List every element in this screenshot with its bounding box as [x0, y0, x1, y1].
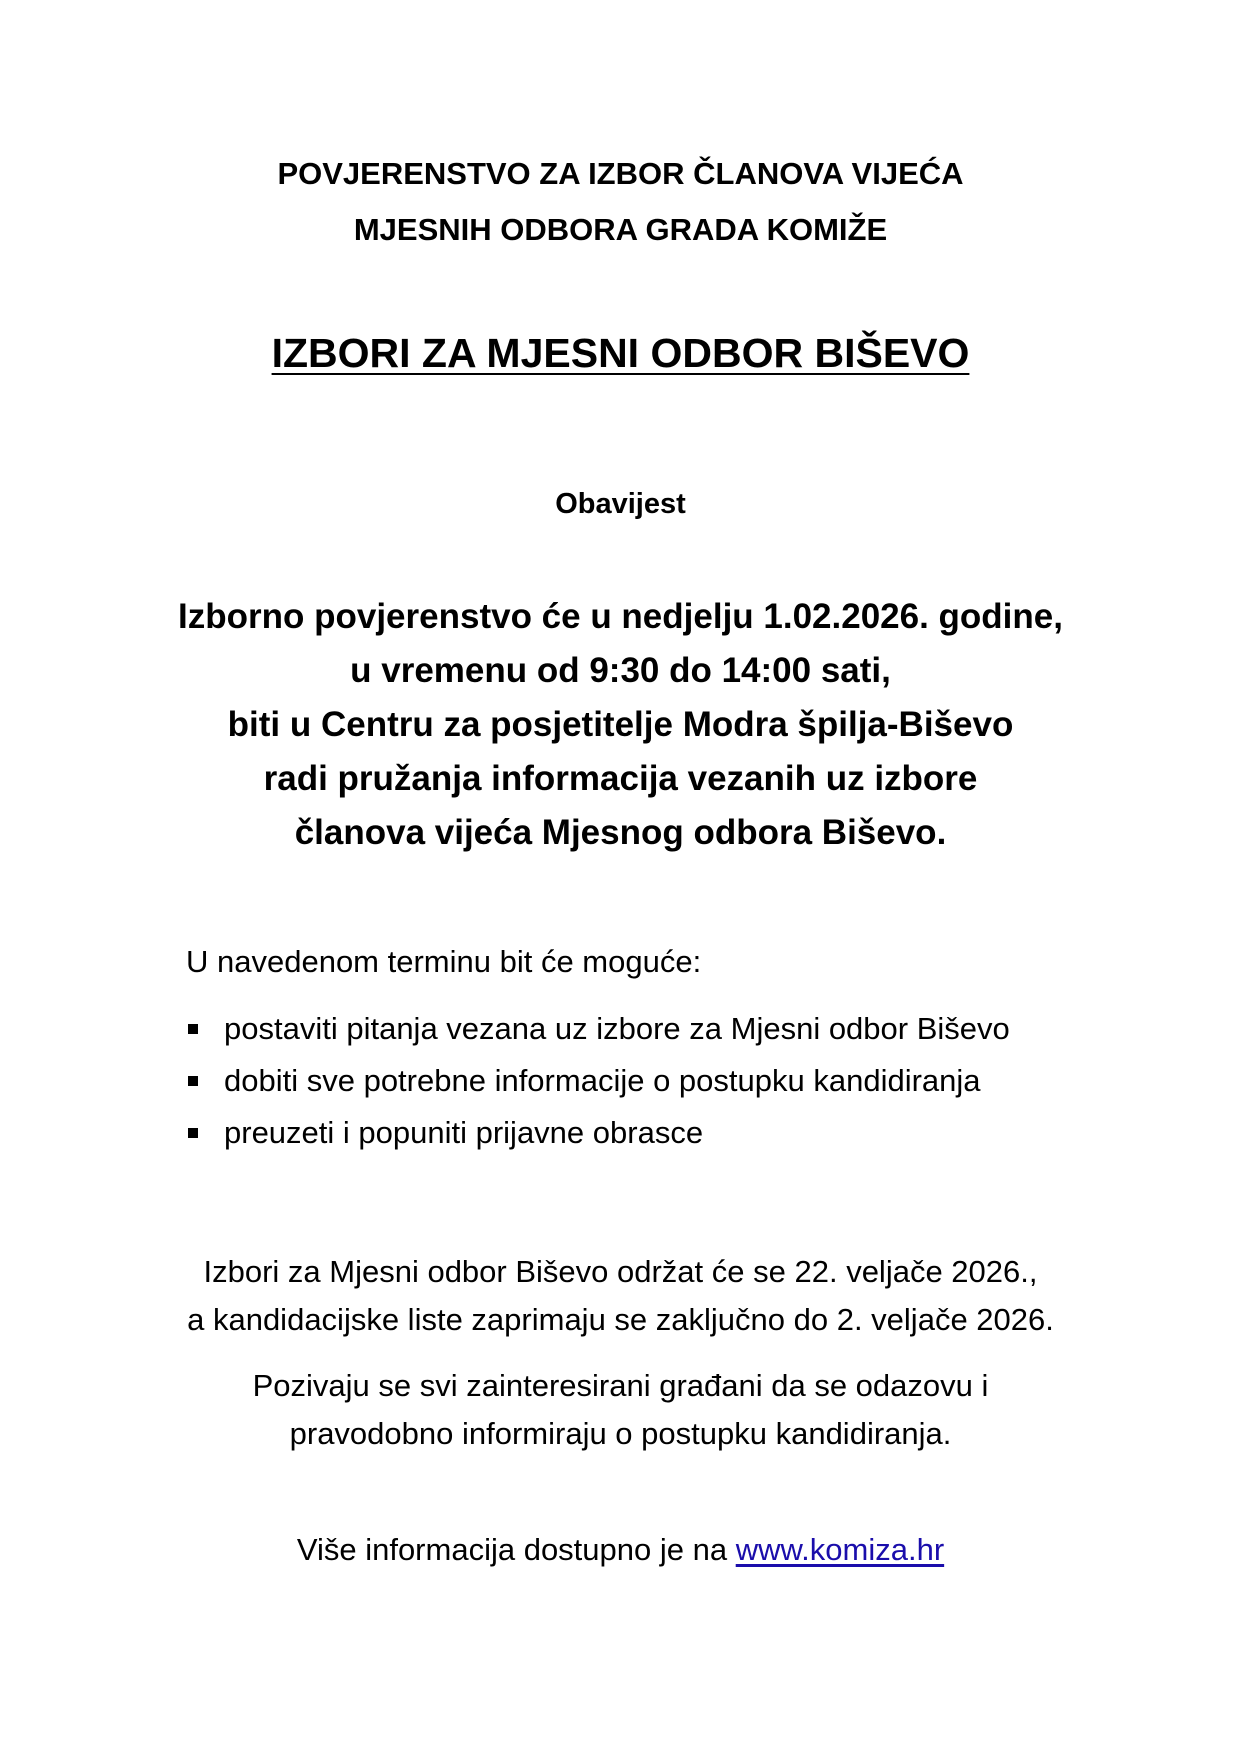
more-info-text: Više informacija dostupno je na [296, 1532, 736, 1567]
elections-line-1: Izbori za Mjesni odbor Biševo održat će se 22. veljače 2026., [203, 1254, 1038, 1289]
more-info-line [0, 1526, 1241, 1574]
more-info-block [0, 1526, 1241, 1574]
header-line-2: MJESNIH ODBORA GRADA KOMIŽE [353, 212, 888, 247]
list-item [186, 1107, 1010, 1159]
invitation-line-2: pravodobno informiraju o postupku kandidiranja. [289, 1416, 952, 1451]
announcement-line-2: u vremenu od 9:30 do 14:00 sati, [350, 651, 891, 690]
announcement-line-4: radi pružanja informacija vezanih uz izbore [263, 759, 978, 798]
elections-line-2: a kandidacijske liste zaprimaju se zaključno do 2. veljače 2026. [187, 1302, 1054, 1337]
page-title: IZBORI ZA MJESNI ODBOR BIŠEVO [271, 330, 970, 376]
website-link[interactable]: www.komiza.hr [735, 1532, 945, 1567]
header-line-1: POVJERENSTVO ZA IZBOR ČLANOVA VIJEĆA [277, 156, 964, 191]
square-bullet-icon [188, 1128, 198, 1138]
announcement-line-3: biti u Centru za posjetitelje Modra špilja-Biševo [227, 705, 1014, 744]
announcement-block [0, 590, 1241, 860]
bullet-text: preuzeti i popuniti prijavne obrasce [224, 1115, 704, 1150]
invitation-line-1: Pozivaju se svi zainteresirani građani da se odazovu i [252, 1368, 989, 1403]
subtitle-block [0, 484, 1241, 524]
intro-text: U navedenom terminu bit će moguće: [186, 944, 702, 979]
page-subtitle: Obavijest [555, 488, 686, 520]
title-block [0, 328, 1241, 378]
invitation-block [0, 1362, 1241, 1458]
square-bullet-icon [188, 1076, 198, 1086]
bullet-list [186, 1003, 1010, 1159]
announcement-line-5: članova vijeća Mjesnog odbora Biševo. [294, 813, 947, 852]
header-block [0, 146, 1241, 258]
bullet-text: dobiti sve potrebne informacije o postupku kandidiranja [224, 1063, 981, 1098]
square-bullet-icon [188, 1024, 198, 1034]
list-item [186, 1003, 1010, 1055]
bullet-text: postaviti pitanja vezana uz izbore za Mjesni odbor Biševo [224, 1011, 1010, 1046]
elections-block [0, 1248, 1241, 1344]
announcement-line-1: Izborno povjerenstvo će u nedjelju 1.02.2026. godine, [178, 597, 1063, 636]
list-item [186, 1055, 1010, 1107]
